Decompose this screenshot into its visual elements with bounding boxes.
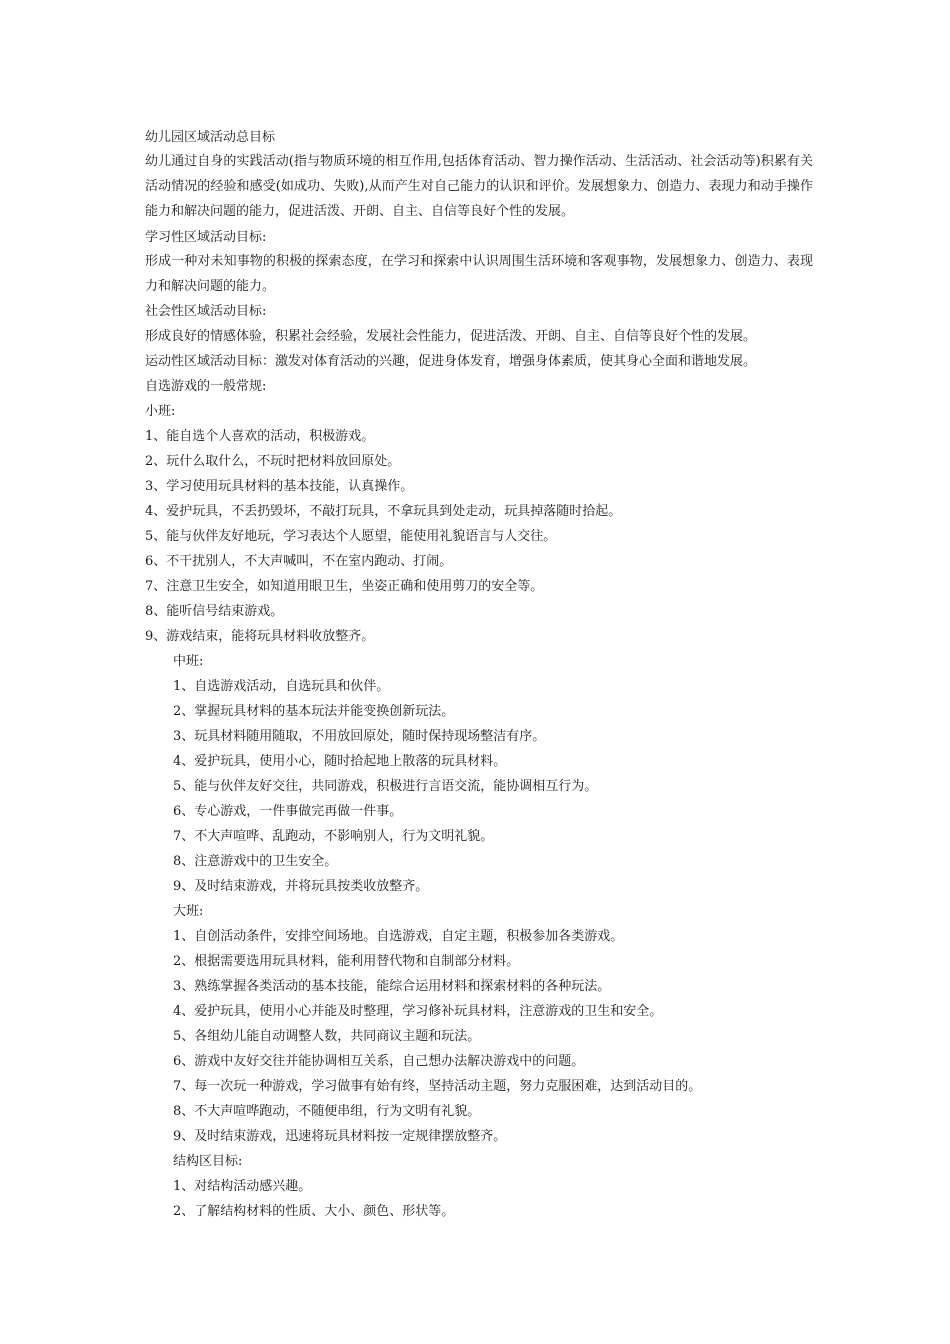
structure-heading: 结构区目标: [173, 1154, 243, 1169]
small-item: 1、能自选个人喜欢的活动，积极游戏。 [145, 429, 375, 444]
large-item: 6、游戏中友好交往并能协调相互关系，自己想办法解决游戏中的问题。 [173, 1054, 585, 1069]
middle-item: 6、专心游戏，一件事做完再做一件事。 [173, 804, 403, 819]
social-heading: 社会性区域活动目标: [145, 304, 267, 319]
large-item: 9、及时结束游戏，迅速将玩具材料按一定规律摆放整齐。 [173, 1129, 507, 1144]
small-item: 4、爱护玩具，不丢扔毁坏，不敲打玩具，不拿玩具到处走动，玩具掉落随时拾起。 [145, 504, 622, 519]
small-item: 6、不干扰别人，不大声喊叫，不在室内跑动、打闹。 [145, 554, 453, 569]
structure-item: 2、了解结构材料的性质、大小、颜色、形状等。 [173, 1204, 455, 1219]
doc-title: 幼儿园区域活动总目标 [145, 130, 276, 145]
small-item: 5、能与伙伴友好地玩，学习表达个人愿望，能使用礼貌语言与人交往。 [145, 529, 557, 544]
large-item: 4、爱护玩具，使用小心并能及时整理，学习修补玩具材料，注意游戏的卫生和安全。 [173, 1004, 663, 1019]
middle-item: 7、不大声喧哗、乱跑动，不影响别人，行为文明礼貌。 [173, 829, 494, 844]
middle-item: 2、掌握玩具材料的基本玩法并能变换创新玩法。 [173, 704, 455, 719]
small-item: 2、玩什么取什么，不玩时把材料放回原处。 [145, 454, 401, 469]
learning-heading: 学习性区域活动目标: [145, 230, 267, 245]
large-item: 3、熟练掌握各类活动的基本技能，能综合运用材料和探索材料的各种玩法。 [173, 979, 611, 994]
middle-item: 5、能与伙伴友好交往，共同游戏，积极进行言语交流，能协调相互行为。 [173, 779, 598, 794]
large-item: 2、根据需要选用玩具材料，能利用替代物和自制部分材料。 [173, 954, 520, 969]
large-item: 7、每一次玩一种游戏，学习做事有始有终，坚持活动主题，努力克服困难，达到活动目的。 [173, 1079, 702, 1094]
large-class-heading: 大班: [173, 904, 204, 919]
large-item: 5、各组幼儿能自动调整人数，共同商议主题和玩法。 [173, 1029, 481, 1044]
middle-item: 3、玩具材料随用随取，不用放回原处，随时保持现场整洁有序。 [173, 729, 546, 744]
middle-item: 4、爱护玩具，使用小心，随时拾起地上散落的玩具材料。 [173, 754, 507, 769]
rules-heading: 自选游戏的一般常规: [145, 379, 267, 394]
middle-item: 8、注意游戏中的卫生安全。 [173, 854, 338, 869]
middle-item: 1、自选游戏活动，自选玩具和伙伴。 [173, 679, 390, 694]
structure-item: 1、对结构活动感兴趣。 [173, 1179, 312, 1194]
learning-paragraph: 形成一种对未知事物的积极的探索态度，在学习和探索中认识周围生活环境和客观事物，发展想象力、创造力、表现力和解决问题的能力。 [145, 254, 813, 294]
small-item: 8、能听信号结束游戏。 [145, 604, 284, 619]
intro-paragraph: 幼儿通过自身的实践活动(指与物质环境的相互作用,包括体育活动、智力操作活动、生活活动、社会活动等)积累有关活动情况的经验和感受(如成功、失败),从而产生对自己能力的认识和评价。发展想象力、创造力、表现力和动手操作能力和解决问题的能力，促进活泼、开朗、自主、自信等良好个性的发展。 [145, 154, 813, 219]
small-item: 9、游戏结束，能将玩具材料收放整齐。 [145, 629, 375, 644]
small-class-heading: 小班: [145, 404, 176, 419]
middle-item: 9、及时结束游戏，并将玩具按类收放整齐。 [173, 879, 429, 894]
small-item: 3、学习使用玩具材料的基本技能，认真操作。 [145, 479, 414, 494]
social-paragraph: 形成良好的情感体验，积累社会经验，发展社会性能力，促进活泼、开朗、自主、自信等良好个性的发展。 [145, 329, 757, 344]
large-item: 8、不大声喧哗跑动，不随便串组，行为文明有礼貌。 [173, 1104, 481, 1119]
large-item: 1、自创活动条件，安排空间场地。自选游戏，自定主题，积极参加各类游戏。 [173, 929, 624, 944]
middle-class-heading: 中班: [173, 654, 204, 669]
small-item: 7、注意卫生安全，如知道用眼卫生，坐姿正确和使用剪刀的安全等。 [145, 579, 544, 594]
sports-paragraph: 运动性区域活动目标：激发对体育活动的兴趣，促进身体发育，增强身体素质，使其身心全面和谐地发展。 [145, 354, 757, 369]
